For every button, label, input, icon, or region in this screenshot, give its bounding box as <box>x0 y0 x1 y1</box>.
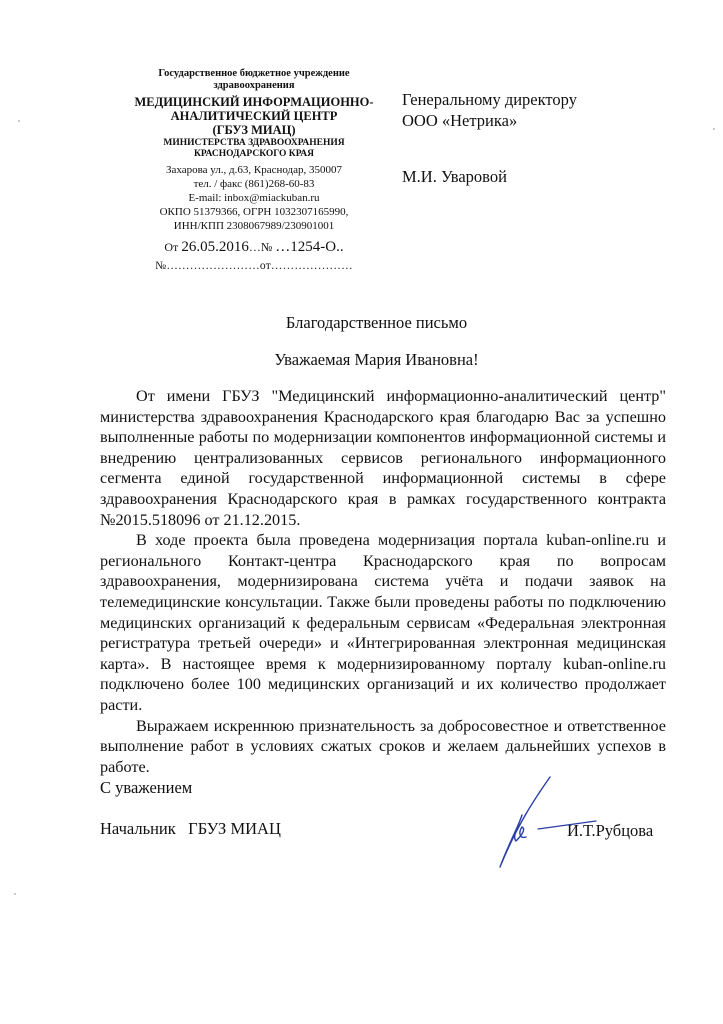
letterhead <box>118 68 390 273</box>
org-abbr: (ГБУЗ МИАЦ) <box>212 123 296 138</box>
paragraph-1: От имени ГБУЗ "Медицинский информационно-аналитический центр" министерства здравоохранения Краснодарского края благодарю Вас за успешно выполненные работы по модернизации компонентов информационной системы и внедрению централизованных сервисов регионального информационного сегмента единой государственной информационной системы в сфере здравоохранения Краснодарского края в рамках государственного контракта №2015.518096 от 21.12.2015. <box>100 387 666 529</box>
closing: С уважением <box>100 778 193 797</box>
ministry-2: КРАСНОДАРСКОГО КРАЯ <box>193 149 315 160</box>
scan-speck <box>713 128 715 130</box>
addressee-name: М.И. Уваровой <box>402 166 507 186</box>
outgoing-number: …1254-О.. <box>275 239 344 256</box>
outgoing-date: 26.05.2016 <box>181 239 249 256</box>
org-okpo: ОКПО 51379366, ОГРН 1032307165990, <box>159 206 349 219</box>
addressee-line-2: ООО «Нетрика» <box>402 111 518 131</box>
letter-title: Благодарственное письмо <box>285 313 468 332</box>
number-prefix: …№ <box>248 240 273 255</box>
outgoing-date-line <box>118 239 390 256</box>
greeting: Уважаемая Мария Ивановна! <box>274 350 479 369</box>
reference-line: №……………………от………………… <box>155 259 353 272</box>
org-address: Захарова ул., д.63, Краснодар, 350007 <box>165 163 343 176</box>
handwritten-signature <box>478 775 598 875</box>
signer-name: И.Т.Рубцова <box>567 821 654 840</box>
org-name-2: АНАЛИТИЧЕСКИЙ ЦЕНТР <box>170 109 338 124</box>
scan-speck <box>14 893 16 895</box>
date-prefix: От <box>164 240 179 255</box>
org-type: Государственное бюджетное учреждение <box>158 68 350 79</box>
org-phone: тел. / факс (861)268-60-83 <box>193 178 315 191</box>
ministry-1: МИНИСТЕРСТВА ЗДРАВООХРАНЕНИЯ <box>163 138 345 149</box>
paragraph-3: Выражаем искреннюю признательность за добросовестное и ответственное выполнение работ в условиях сжатых сроков и желаем дальнейших успехов в работе. <box>100 716 666 776</box>
scan-speck <box>18 120 20 122</box>
org-email: E-mail: inbox@miackuban.ru <box>188 192 320 205</box>
letter-body <box>100 386 666 777</box>
paragraph-2: В ходе проекта была проведена модернизация портала kuban-online.ru и регионального Контакт-центра Краснодарского края по вопросам здравоохранения, модернизирована система учёта и подачи заявок на телемедицинские консультации. Также были проведены работы по подключению медицинских организаций к федеральным сервисам «Федеральная электронная регистратура третьей очереди» и «Интегрированная электронная медицинская карта». В настоящее время к модернизированному порталу kuban-online.ru подключено более 100 медицинских организаций и их количество продолжает расти. <box>100 531 666 714</box>
org-inn: ИНН/КПП 2308067989/230901001 <box>173 220 335 233</box>
signer-position: Начальник ГБУЗ МИАЦ <box>100 819 281 838</box>
addressee-block <box>402 89 577 187</box>
addressee-line-1: Генеральному директору <box>402 90 577 109</box>
org-name-1: МЕДИЦИНСКИЙ ИНФОРМАЦИОННО- <box>134 95 374 110</box>
org-type-2: здравоохранения <box>213 80 295 92</box>
